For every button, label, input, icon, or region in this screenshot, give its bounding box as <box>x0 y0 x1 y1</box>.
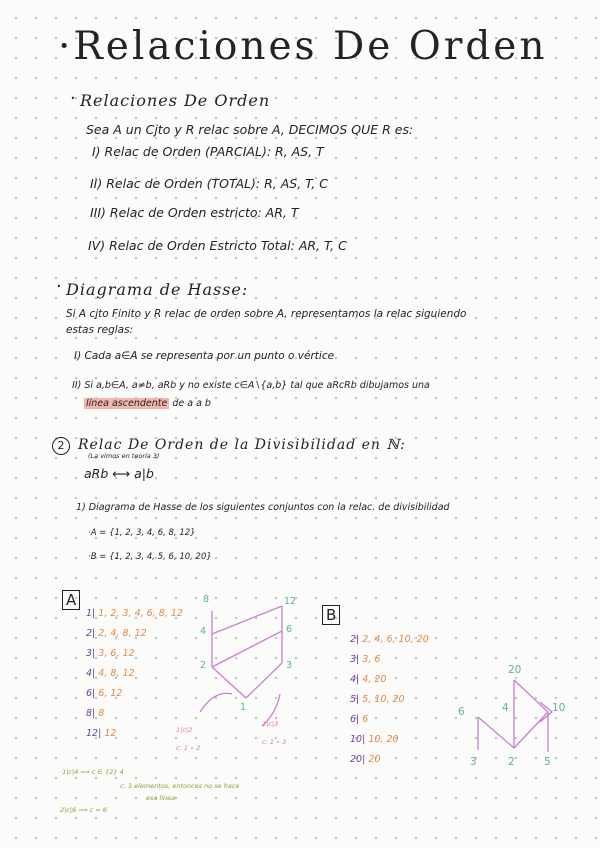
order-item-4: IV) Relac de Orden Estricto Total: AR, T, C <box>88 238 347 253</box>
hasse-rule-1: I) Cada a∈A se representa por un punto o vértice <box>74 350 335 362</box>
part-a-row-divisor: 2| <box>86 628 96 639</box>
section-3-heading: Relac De Orden de la Divisibilidad en ℕ: <box>78 437 406 453</box>
annotation-arrow-left <box>200 693 232 712</box>
part-b-row-multiples: 20 <box>368 754 381 765</box>
part-a-row-divisor: 4| <box>86 668 96 679</box>
node-4-b: 4 <box>502 702 509 714</box>
annotation-1c2: 1|c|2 <box>176 726 193 734</box>
edge-10-20 <box>514 680 548 712</box>
section-2-heading: Diagrama de Hasse: <box>66 280 249 299</box>
part-b-row-multiples: 10, 20 <box>368 734 399 745</box>
part-b-row <box>350 714 368 725</box>
part-a-row-multiples: 4, 8, 12 <box>98 668 135 679</box>
page-title: ·Relaciones De Orden <box>58 24 548 69</box>
node-8: 8 <box>203 594 210 605</box>
annotation-c13: c: 1 ∘ 3 <box>262 738 287 746</box>
part-b-label: B <box>322 605 340 625</box>
note-2c6: 2|c|6 ⟹ c = 6 <box>60 806 107 814</box>
node-6-b: 6 <box>458 706 465 718</box>
part-b-row-divisor: 3| <box>350 654 360 665</box>
part-b-row-multiples: 5, 10, 20 <box>362 694 405 705</box>
annotation-c12: c: 1 ∘ 2 <box>176 744 201 752</box>
part-b-row-divisor: 6| <box>350 714 360 725</box>
note-three-elements: c: 3 elementos, entonces no se hace <box>120 782 240 790</box>
part-b-row-multiples: 3, 6 <box>362 654 381 665</box>
part-a-row-divisor: 3| <box>86 648 96 659</box>
section-number-circle: 2 <box>52 437 70 455</box>
part-b-row <box>350 634 429 645</box>
part-b-row <box>350 754 380 765</box>
node-6: 6 <box>286 624 293 635</box>
part-a-row-multiples: 1, 2, 3, 4, 6, 8, 12 <box>98 608 183 619</box>
order-item-2: II) Relac de Orden (TOTAL): R, AS, T, C <box>90 176 328 191</box>
section-1-heading: Relaciones De Orden <box>80 91 271 110</box>
part-b-row-divisor: 20| <box>350 754 366 765</box>
note-1c4: ·1|c|4 ⟹ c ∈ {2} 4 <box>60 768 124 776</box>
node-10-b: 10 <box>552 702 566 714</box>
part-b-row-divisor: 5| <box>350 694 360 705</box>
part-b-row-multiples: 6 <box>362 714 369 725</box>
hasse-intro-line-1: Si A cjto Finito y R relac de orden sobre A, representamos la relac siguiendo <box>66 308 467 320</box>
hasse-rule-2-end: de a a b <box>172 398 211 409</box>
set-a: ·A = {1, 2, 3, 4, 6, 8, 12} <box>88 528 196 538</box>
node-5-b: 5 <box>544 756 551 768</box>
edge-2-10 <box>514 712 548 748</box>
divisibility-definition: aRb ⟷ a|b <box>84 466 154 481</box>
bullet: · <box>56 276 62 297</box>
node-20: 20 <box>508 664 522 676</box>
node-2: 2 <box>200 660 207 671</box>
order-item-1: I) Relac de Orden (PARCIAL): R, AS, T <box>92 144 324 159</box>
part-b-row <box>350 654 380 665</box>
node-1: 1 <box>240 702 247 713</box>
part-a-row-divisor: 6| <box>86 688 96 699</box>
part-b-row-multiples: 4, 20 <box>362 674 387 685</box>
part-a-row-multiples: 12 <box>104 728 117 739</box>
bullet: · <box>70 88 76 109</box>
part-b-row <box>350 694 405 705</box>
section-3-note: (La vimos en teoría 3) <box>88 452 160 460</box>
part-b-row-multiples: 2, 4, 6, 10, 20 <box>362 634 429 645</box>
hasse-intro-line-2: estas reglas: <box>66 324 134 336</box>
node-3-b: 3 <box>470 756 477 768</box>
part-a-row-divisor: 8| <box>86 708 96 719</box>
part-b-row <box>350 674 386 685</box>
edge-1-3 <box>246 663 282 698</box>
part-b-row-divisor: 10| <box>350 734 366 745</box>
part-a-row-divisor: 12| <box>86 728 102 739</box>
part-a-row-divisor: 1| <box>86 608 96 619</box>
annotation-1c3: 1|c|3 <box>262 720 279 728</box>
hasse-b-edges <box>478 680 548 752</box>
edge-2-6 <box>478 717 514 748</box>
node-12: 12 <box>284 596 297 607</box>
part-a-row-multiples: 3, 6, 12 <box>98 648 135 659</box>
part-a-row-multiples: 2, 4, 8, 12 <box>98 628 147 639</box>
node-3: 3 <box>286 660 293 671</box>
node-2-b: 2 <box>508 756 515 768</box>
set-b: ·B = {1, 2, 3, 4, 5, 6, 10, 20} <box>88 552 212 562</box>
part-a-label: A <box>62 590 80 610</box>
part-a-row-multiples: 6, 12 <box>98 688 123 699</box>
edge-2-6 <box>212 631 282 667</box>
part-b-row <box>350 734 399 745</box>
highlight-ascending-line: línea ascendente <box>86 398 168 409</box>
note-that-line: esa línea <box>146 794 176 802</box>
part-b-row-divisor: 2| <box>350 634 360 645</box>
part-a-row-multiples: 8 <box>98 708 105 719</box>
hasse-rule-2: II) Si a,b∈A, a≠b, aRb y no existe c∈A∖{a,b} tal que aRcRb dibujamos una <box>72 380 430 391</box>
part-b-row-divisor: 4| <box>350 674 360 685</box>
order-item-3: III) Relac de Orden estricto: AR, T <box>90 205 299 220</box>
exercise-1-statement: 1) Diagrama de Hasse de los siguientes conjuntos con la relac. de divisibilidad <box>76 502 450 513</box>
node-4: 4 <box>200 626 207 637</box>
edge-4-12 <box>212 606 282 634</box>
section-1-intro: Sea A un Cjto y R relac sobre A, DECIMOS QUE R es: <box>86 122 414 137</box>
